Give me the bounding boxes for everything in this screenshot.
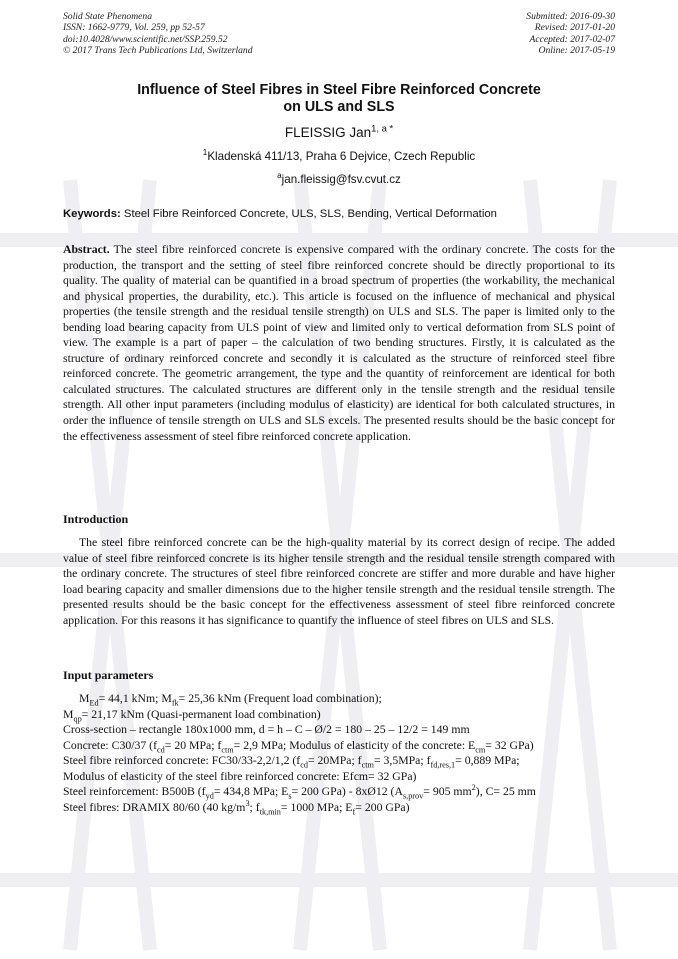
param-cross-section: Cross-section – rectangle 180x1000 mm, d = h – C – Ø/2 = 180 – 25 – 12/2 = 149 mm bbox=[63, 723, 470, 736]
keywords-label: Keywords: bbox=[63, 208, 121, 220]
param-sfrc-modulus: Modulus of elasticity of the steel fibre reinforced concrete: Efcm= 32 GPa) bbox=[63, 769, 417, 783]
author-name: FLEISSIG Jan bbox=[284, 125, 372, 140]
abstract bbox=[63, 242, 615, 444]
author bbox=[63, 125, 615, 140]
introduction-text: The steel fibre reinforced concrete can be the high-quality material by its correct design of recipe. The added value of steel fibre reinforced concrete is its higher tensile strength and the residual tensile strength compared with the ordinary concrete. The structures of steel fibre reinforced concrete are stiffer and more durable and have higher load bearing capacity and smaller dimensions due to the higher tensile strength and the residual tensile strength. The presented results should be the basic concept for the effectiveness assessment of steel fibre reinforced concrete application. For this reasons it has significance to quantify the influence of steel fibres on ULS and SLS. bbox=[63, 536, 615, 627]
date-revised: Revised: 2017-01-20 bbox=[534, 22, 615, 34]
email: $^a$jan.fleissig@fsv.cvut.cz bbox=[277, 171, 401, 186]
journal-copyright: © 2017 Trans Tech Publications Ltd, Switzerland bbox=[63, 45, 253, 57]
abstract-text: The steel fibre reinforced concrete is expensive compared with the ordinary concrete. The costs for the production, the transport and the setting of steel fibre reinforced concrete should be directly proportional to its quality. The quality of material can be quantified in a broad spectrum of properties (the workability, the mechanical and physical properties, the durability, etc.). This article is focused on the influence of mechanical and physical properties (the tensile strength and the residual tensile strength) on ULS and SLS. The paper is limited only to the bending load bearing capacity from ULS point of view and limited only to vertical deformation from SLS point of view. The example is a part of paper – the calculation of two bending structures. Firstly, it is calculated as the structure of ordinary reinforced concrete and secondly it is calculated as the structure of reinforced steel fibre reinforced concrete. The geometric arrangement, the type and the quantity of reinforcement are identical for both calculated structures. The calculated structures are different only in the tensile strength and the residual tensile strength. All other input parameters (including modulus of elasticity) are identical for both calculated structures, in order the influence of tensile strength on ULS and SLS excels. The presented results should be the basic concept for the effectiveness assessment of steel fibre reinforced concrete application. bbox=[63, 243, 615, 443]
param-concrete: Concrete: C30/37 ($f_{cd}= 20$ MPa; $f_{ctm}= 2,9$ MPa; Modulus of elasticity of the concrete: $E_{cm}= 32$ GPa) bbox=[63, 738, 534, 754]
param-moments: $M_{Ed}= 44,1$ kNm; $M_{fk}= 25,36$ kNm (Frequent load combination); bbox=[79, 692, 382, 708]
journal-issn: ISSN: 1662-9779, Vol. 259, pp 52-57 bbox=[63, 22, 205, 34]
param-sfrc: Steel fibre reinforced concrete: FC30/33-2,2/1,2 ($f_{cd}= 20MPa$; $f_{ctm}= 3,5MPa$; $f_{fd,res,1}= 0,889$ MPa; bbox=[63, 754, 520, 770]
date-accepted: Accepted: 2017-02-07 bbox=[529, 33, 615, 45]
abstract-label: Abstract. bbox=[63, 243, 110, 256]
email-link[interactable]: jan.fleissig@fsv.cvut.cz bbox=[281, 173, 401, 186]
dates-info bbox=[526, 11, 615, 57]
param-fibres: Steel fibres: DRAMIX 80/60 (40 $kg/m^3$; $f_{tk,min}= 1000$ MPa; $E_f= 200$ GPa) bbox=[63, 798, 410, 816]
affiliation: $^1$Kladenská 411/13, Praha 6 Dejvice, Czech Republic bbox=[202, 148, 476, 163]
date-online: Online: 2017-05-19 bbox=[538, 45, 615, 57]
journal-info bbox=[63, 11, 253, 57]
param-reinforcement: Steel reinforcement: B500B ($f_{yd}= 434,8$ MPa; $E_s= 200$ GPa) - 8xØ12 ($A_{s,prov}= 905$ $mm^2$), C= 25 mm bbox=[63, 783, 536, 801]
input-heading: Input parameters bbox=[63, 668, 154, 682]
introduction-heading: Introduction bbox=[63, 512, 129, 526]
journal-doi[interactable]: doi:10.4028/www.scientific.net/SSP.259.52 bbox=[63, 33, 228, 45]
param-quasi-permanent: $M_{qp}= 21,17$ kNm (Quasi-permanent load combination) bbox=[63, 707, 321, 723]
keywords bbox=[63, 208, 615, 220]
journal-name: Solid State Phenomena bbox=[63, 11, 152, 22]
date-submitted: Submitted: 2016-09-30 bbox=[526, 11, 615, 22]
keywords-text: Steel Fibre Reinforced Concrete, ULS, SLS, Bending, Vertical Deformation bbox=[123, 208, 497, 220]
author-marks: 1, a * bbox=[371, 123, 394, 135]
input-parameters bbox=[63, 691, 615, 815]
paper-title: Influence of Steel Fibres in Steel Fibre Reinforced Concrete on ULS and SLS bbox=[137, 82, 541, 115]
